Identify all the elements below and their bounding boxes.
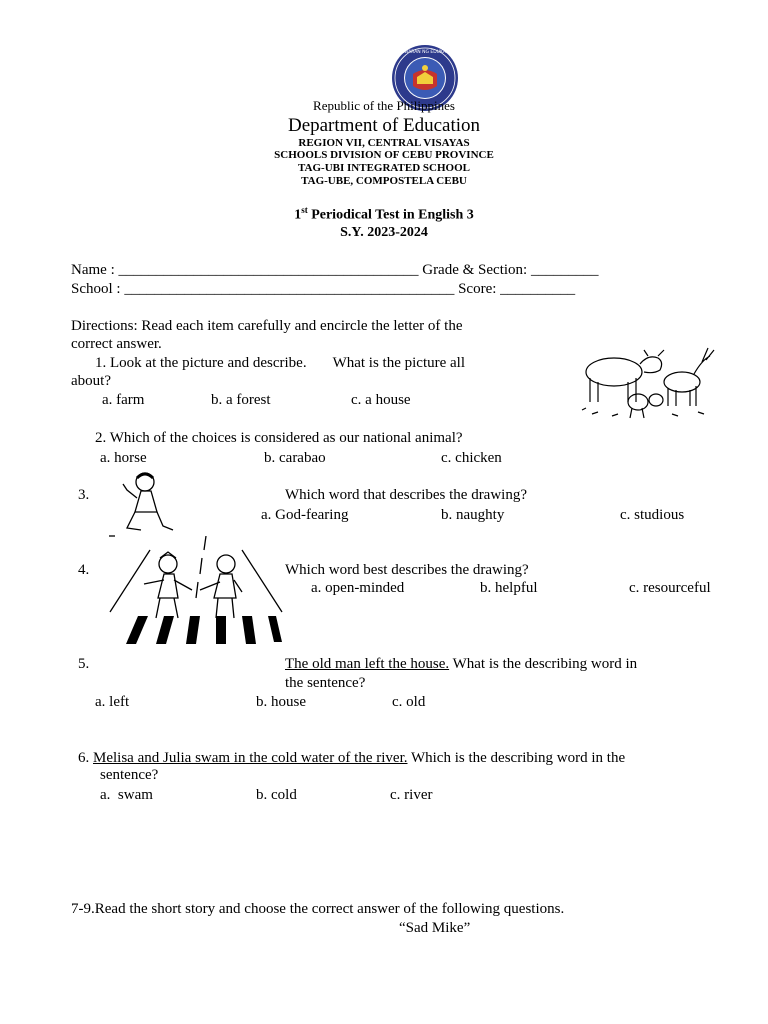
- q5-underlined-sentence: The old man left the house.: [285, 656, 450, 672]
- name-field[interactable]: Name : ________________________________________ Grade & Section: _________: [71, 262, 599, 278]
- q5-choice-a[interactable]: a. left: [95, 694, 130, 710]
- question-5-number: 5.: [78, 656, 90, 672]
- q1-choice-b[interactable]: b. a forest: [211, 392, 271, 408]
- region-line: REGION VII, CENTRAL VISAYAS: [298, 137, 470, 149]
- q3-choice-b[interactable]: b. naughty: [441, 507, 505, 523]
- q6-choice-a[interactable]: a. swam: [100, 787, 153, 803]
- republic-line: Republic of the Philippines: [313, 98, 455, 113]
- farm-animals-picture: [572, 340, 720, 425]
- q3-choice-c[interactable]: c. studious: [620, 507, 685, 523]
- directions-text-cont: correct answer.: [71, 336, 162, 352]
- division-line: SCHOOLS DIVISION OF CEBU PROVINCE: [274, 149, 494, 161]
- address-line: TAG-UBE, COMPOSTELA CEBU: [301, 175, 467, 187]
- question-3-number: 3.: [78, 487, 90, 503]
- question-2: 2. Which of the choices is considered as our national animal?: [95, 430, 463, 446]
- praying-child-picture: [107, 468, 182, 540]
- question-5-cont: the sentence?: [285, 675, 366, 691]
- school-field[interactable]: School : ____________________________________________ Score: __________: [71, 281, 576, 297]
- q3-choice-a[interactable]: a. God-fearing: [261, 507, 349, 523]
- q6-choice-b[interactable]: b. cold: [256, 787, 297, 803]
- department-title: Department of Education: [287, 115, 481, 136]
- question-5: The old man left the house. What is the describing word in: [285, 656, 638, 672]
- svg-text:KAGAWARAN NG EDUKASYON: KAGAWARAN NG EDUKASYON: [391, 50, 459, 55]
- test-title: 1st Periodical Test in English 3: [294, 205, 474, 223]
- question-7-9: 7-9.Read the short story and choose the correct answer of the following questions.: [71, 901, 565, 917]
- q4-choice-c[interactable]: c. resourceful: [629, 580, 711, 596]
- q4-choice-b[interactable]: b. helpful: [480, 580, 538, 596]
- school-line: TAG-UBI INTEGRATED SCHOOL: [298, 162, 470, 174]
- school-year: S.Y. 2023-2024: [340, 225, 428, 240]
- question-1: 1. Look at the picture and describe. What is the picture all: [95, 355, 466, 371]
- story-title: “Sad Mike”: [399, 920, 471, 936]
- q2-choice-c[interactable]: c. chicken: [441, 450, 502, 466]
- q5-choice-b[interactable]: b. house: [256, 694, 306, 710]
- directions-text: Directions: Read each item carefully and encircle the letter of the: [71, 318, 463, 334]
- q6-choice-c[interactable]: c. river: [390, 787, 433, 803]
- q1-choice-c[interactable]: c. a house: [351, 392, 411, 408]
- q2-choice-a[interactable]: a. horse: [100, 450, 147, 466]
- question-1-cont: about?: [71, 373, 111, 389]
- q1-choice-a[interactable]: a. farm: [102, 392, 145, 408]
- crossing-street-picture: [108, 536, 284, 648]
- question-4-number: 4.: [78, 562, 90, 578]
- q5-choice-c[interactable]: c. old: [392, 694, 426, 710]
- question-4: Which word best describes the drawing?: [285, 562, 529, 578]
- q4-choice-a[interactable]: a. open-minded: [311, 580, 405, 596]
- question-6-cont: sentence?: [100, 767, 159, 783]
- q6-underlined-sentence: Melisa and Julia swam in the cold water of the river.: [93, 750, 408, 766]
- question-6: 6. Melisa and Julia swam in the cold water of the river. Which is the describing word in the: [78, 750, 626, 766]
- question-3: Which word that describes the drawing?: [285, 487, 527, 503]
- q2-choice-b[interactable]: b. carabao: [264, 450, 326, 466]
